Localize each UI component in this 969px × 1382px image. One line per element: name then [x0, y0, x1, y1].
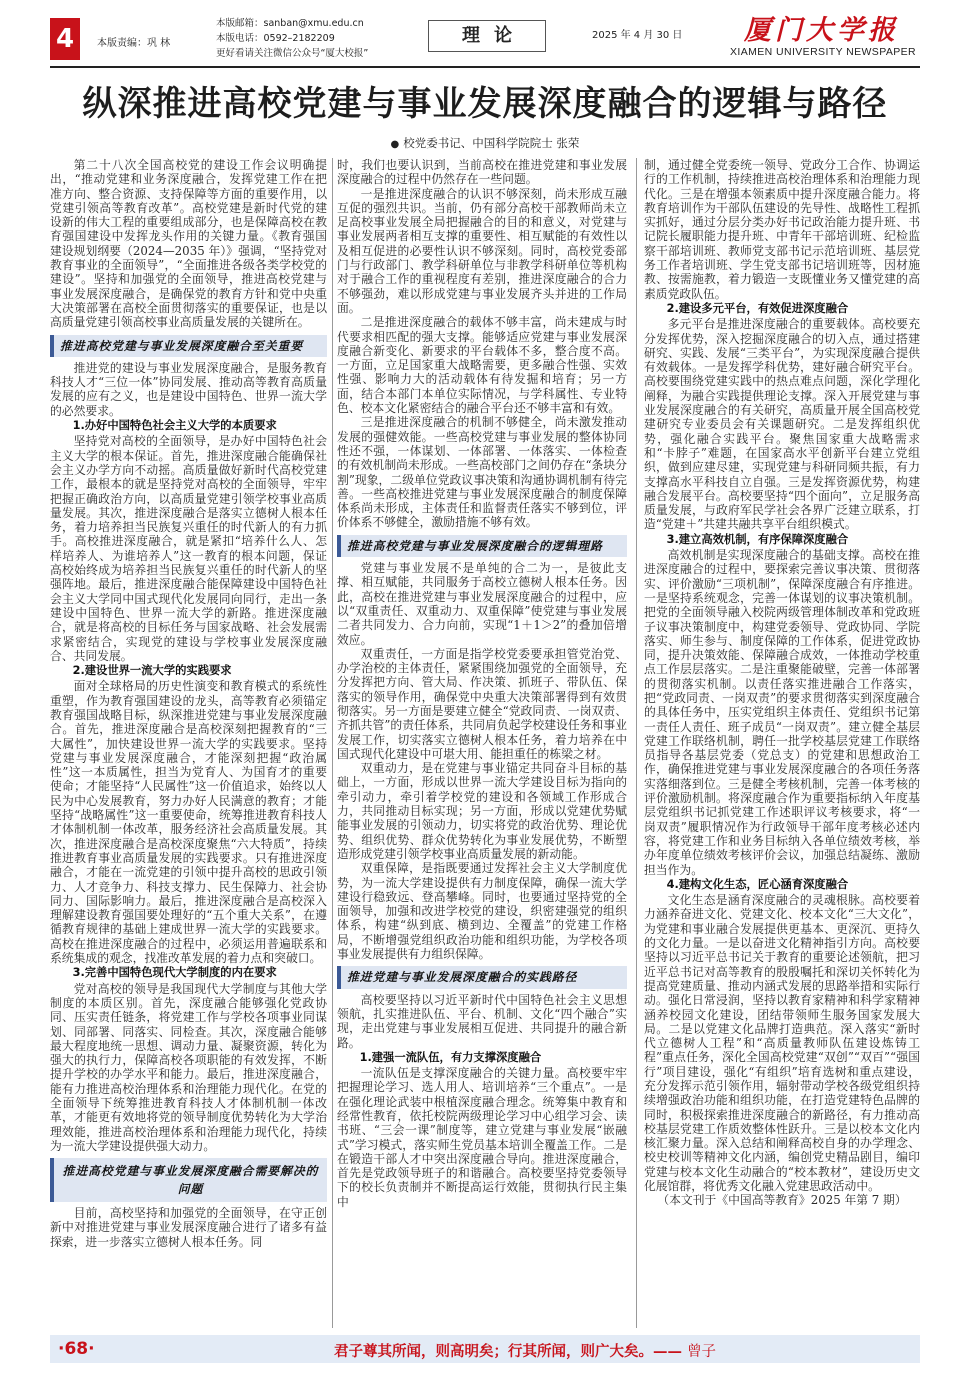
subheading: 3.完善中国特色现代大学制度的内在要求: [72, 966, 277, 980]
footer-page-number: ·68·: [58, 1339, 95, 1359]
motto-text: 君子尊其所闻，则高明矣；行其所闻，则广大矣。——: [334, 1343, 682, 1360]
column-divider: [636, 158, 637, 1328]
paragraph: 三是推进深度融合的机制不够健全，尚未激发推动发展的强健效能。一些高校党建与事业发展的整体协同性还不强，一体谋划、一体部署、一体落实、一体检查的有效机制尚未形成。一些高校部门之间仍存在“条块分割”现象，二级单位党政议事决策和沟通协调机制有待完善。一些高校推进党建与事业发展深度融合的制度保障体系尚未形成，主体责任和监督责任落实不够到位，评价体系不够健全，激励措施不够有效。: [337, 415, 627, 530]
subheading: 1.办好中国特色社会主义大学的本质要求: [72, 419, 277, 433]
paragraph: 双重动力，是在党建与事业锚定共同奋斗目标的基础上，一方面，形成以世界一流大学建设目标为指向的牵引动力，牵引着学校党的建设和各领域工作形成合力，共同推动目标实现；另一方面，形成以党建优势赋能事业发展的引领动力，切实将党的政治优势、理论优势、组织优势、群众优势转化为事业发展优势，不断塑造形成党建引领学校事业高质量发展的新动能。: [337, 761, 627, 861]
paragraph: 党对高校的领导是我国现代大学制度与其他大学制度的本质区别。首先，深度融合能够强化党政协同、压实责任链条，将党建工作与学校各项事业同谋划、同部署、同落实、同检查。其次，深度融合能够最大程度地统一思想、调动力量、凝聚资源，转化为强大的执行力，保障高校各项职能的有效发挥，不断提升学校的办学水平和能力。最后，推进深度融合，能有力推进高校治理体系和治理能力现代化。在党的全面领导下统筹推进教育科技人才体制机制一体改革，才能更有效地将党的领导制度优势转化为大学治理效能，推进高校治理体系和治理能力现代化，持续为一流大学建设提供强大动力。: [50, 981, 327, 1153]
section-heading: 推进高校党建与事业发展深度融合至关重要: [50, 335, 327, 357]
subheading: 2.建设世界一流大学的实践要求: [72, 664, 232, 678]
masthead-rule: [50, 66, 920, 68]
article-title: 纵深推进高校党建与事业发展深度融合的逻辑与路径: [82, 84, 888, 124]
column-divider: [332, 158, 333, 1328]
motto-author: 曾子: [687, 1344, 717, 1360]
footer-bar: [50, 1335, 920, 1363]
section-heading: 推进高校党建与事业发展深度融合需要解决的问题: [50, 1158, 327, 1202]
contact-wechat: 更好看请关注微信公众号“厦大校报”: [216, 48, 369, 59]
paragraph: 时，我们也要认识到，当前高校在推进党建和事业发展深度融合的过程中仍然存在一些问题。: [337, 158, 627, 187]
article-column-1: [50, 158, 327, 1326]
paragraph: 双重保障，是指既要通过发挥社会主义大学制度优势，为一流大学建设提供有力制度保障，确保一流大学建设行稳致远、登高攀峰。同时，也要通过坚持党的全面领导，加强和改进学校党的建设，织密建强党的组织体系，构建“纵到底、横到边、全覆盖”的党建工作格局，不断增强党组织政治功能和组织功能，为学校各项事业发展提供有力组织保障。: [337, 861, 627, 962]
masthead: [0, 0, 969, 68]
paragraph: 推进党的建设与事业发展深度融合，是服务教育科技人才“三位一体”协同发展、推动高等教育高质量发展的应有之义，也是建设中国特色、世界一流大学的必然要求。: [50, 360, 327, 418]
subheading: 1.建强一流队伍，有力支撑深度融合: [359, 1050, 542, 1064]
paragraph: 面对全球格局的历史性演变和教育模式的系统性重塑，作为教育强国建设的龙头，高等教育必须锚定教育强国战略目标，纵深推进党建与事业发展深度融合。首先，推进深度融合是高校深刻把握教育的“三大属性”，加快建设世界一流大学的实践要求。坚持党建与事业发展深度融合，才能深刻把握“政治属性”这一本质属性，担当为党育人、为国育才的重要使命；才能坚持“人民属性”这一价值追求，始终以人民为中心发展教育，努力办好人民满意的教育；才能坚持“战略属性”这一重要使命，统筹推进教育科技人才体制机制一体改革，服务经济社会高质量发展。其次，推进深度融合是高校深度聚焦“六大特质”，持续推进教育事业高质量发展的实践要求。只有推进深度融合，才能在一流党建的引领中提升高校的思政引领力、人才竞争力、科技支撑力、民生保障力、社会协同力、国际影响力。最后，推进深度融合是高校深入理解建设教育强国要处理好的“五个重大关系”，在遵循教育规律的基础上建成世界一流大学的实践要求。高校在推进深度融合的过程中，必须运用普遍联系和系统集成的观念，找准改革发展的着力点和突破口。: [50, 679, 327, 966]
paragraph: 文化生态是涵育深度融合的灵魂根脉。高校要着力涵养奋进文化、党建文化、校本文化“三大文化”，为党建和事业融合发展提供更基本、更深沉、更持久的文化力量。一是以奋进文化精神指引方向。高校要坚持以习近平总书记关于教育的重要论述领航，把习近平总书记对高等教育的殷殷嘱托和深切关怀转化为提高党建质量、推动内涵式发展的思路举措和实际行动。强化日常浸润，坚持以教育家精神和科学家精神涵养校园文化建设，团结带领师生服务国家发展大局。二是以党建文化品牌打造典范。深入落实“新时代立德树人工程”和“高质量教师队伍建设炼铸工程”重点任务，深化全国高校党建“双创”“双百”“强国行”项目建设，强化“有组织”培育选树和重点建设，充分发挥示范引领作用，辐射带动学校各级党组织持续增强政治功能和组织功能，在打造党建特色品牌的同时，积极探索推进深度融合的新路径，有力推动高校基层党建工作质效整体性跃升。三是以校本文化内核汇聚力量。深入总结和阐释高校自身的办学理念、校史校训等精神文化内涵，编创党史精品剧目，编印党建与校本文化生动融合的“校本教材”，建设历史文化展馆群，将优秀文化融入党建思政活动中。: [644, 893, 920, 1194]
subheading: 3.建立高效机制，有序保障深度融合: [666, 532, 849, 546]
section-heading: 推进党建与事业发展深度融合的实践路径: [337, 966, 627, 988]
paragraph: 第二十八次全国高校党的建设工作会议明确提出，“推动党建和业务深度融合，发挥党建工作在把准方向、整合资源、支持保障等方面的重要作用，以党建引领高等教育改革”。高校党建是新时代党的建设新的伟大工程的重要组成部分，也是保障高校在教育强国建设中发挥龙头作用的关键力量。《教育强国建设规划纲要（2024—2035 年）》强调，“坚持党对教育事业的全面领导”，“全面推进各级各类学校党的建设”。坚持和加强党的全面领导，推进高校党建与事业发展深度融合，是确保党的教育方针和党中央重大决策部署在高校全面贯彻落实的重要保证，也是以高质量党建引领高校事业高质量发展的关键所在。: [50, 158, 327, 330]
newspaper-logo-english: XIAMEN UNIVERSITY NEWSPAPER: [730, 46, 917, 58]
paragraph: 多元平台是推进深度融合的重要载体。高校要充分发挥优势，深入挖掘深度融合的切入点，通过搭建研究、实践、发展“三类平台”，为实现深度融合提供有效载体。一是发挥学科优势，建好融合研究平台。高校要围绕党建实践中的热点难点问题，深化学理化阐释，为融合实践提供理论支撑。深入开展党建与事业发展深度融合的有关研究，高质量开展全国高校党建研究专业委员会有关课题研究。二是发挥组织优势，强化融合实践平台。聚焦国家重大战略需求和“卡脖子”难题，在国家高水平创新平台建立党组织，做到应建尽建，实现党建与科研同频共振，有力支撑高水平科技自立自强。三是发挥资源优势，构建融合发展平台。高校要坚持“四个面向”，立足服务高质量发展，与政府军民学社会各界广泛建立联系，打造“党建＋”共建共融共享平台组织模式。: [644, 317, 920, 532]
bullet-icon: ●: [390, 139, 400, 150]
article-column-3: [644, 158, 920, 1326]
contact-email: 本版邮箱：sanban@xmu.edu.cn: [216, 18, 364, 29]
subheading: 2.建设多元平台，有效促进深度融合: [666, 301, 849, 315]
page-number-badge: 4: [50, 18, 80, 60]
editor-credit: 本版责编：巩 林: [97, 38, 171, 49]
paragraph: 坚持党对高校的全面领导，是办好中国特色社会主义大学的根本保证。首先，推进深度融合能确保社会主义办学方向不动摇。高质量做好新时代高校党建工作，最根本的就是坚持党对高校的全面领导，牢牢把握正确政治方向，以高质量党建引领学校事业高质量发展。其次，推进深度融合是落实立德树人根本任务，着力培养担当民族复兴重任的时代新人的有力抓手。高校推进深度融合，就是紧扣“培养什么人、怎样培养人、为谁培养人”这一教育的根本问题，保证高校始终成为培养担当民族复兴重任的时代新人的坚强阵地。最后，推进深度融合能保障建设中国特色社会主义大学同中国式现代化发展同向同行，走出一条建设中国特色、世界一流大学的新路。推进深度融合，就是将高校的目标任务与国家战略、社会发展需求紧密结合，实现党的建设与学校事业发展深度融合、共同发展。: [50, 434, 327, 663]
paragraph: 高效机制是实现深度融合的基础支撑。高校在推进深度融合的过程中，要探索完善议事决策、贯彻落实、评价激励“三项机制”，保障深度融合有序推进。一是坚持系统观念，完善一体谋划的议事决策机制。把党的全面领导融入校院两级管理体制改革和党政班子议事决策制度中，构建党委领导、党政协同、学院落实、师生参与、制度保障的工作体系，促进党政协同，提升决策效能、保障融合成效，一体推动学校重点工作层层落实。二是注重聚能破壁，完善一体部署的贯彻落实机制。以责任落实推进融合工作落实，把“党政同责、一岗双责”的要求贯彻落实到深度融合的具体任务中，压实党组织主体责任、党组织书记第一责任人责任、班子成员“一岗双责”。建立健全基层党建工作联络机制，聘任一批学校基层党建工作联络员指导各基层党委（党总支）的党建和思想政治工作，确保推进党建与事业发展深度融合的各项任务落实落细落到位。三是健全考核机制，完善一体考核的评价激励机制。将深度融合作为重要指标纳入年度基层党组织书记抓党建工作述职评议考核要求，将“一岗双责”履职情况作为行政领导干部年度考核必述内容，将党建工作和业务目标纳入各单位绩效考核，举办年度单位绩效考核评价会议，加强总结凝练、激励担当作为。: [644, 548, 920, 877]
contact-phone: 本版电话：0592–2182209: [216, 33, 335, 44]
paragraph: 目前，高校坚持和加强党的全面领导，在守正创新中对推进党建与事业发展深度融合进行了诸多有益探索，进一步落实立德树人根本任务。同: [50, 1206, 327, 1249]
newspaper-logo: 厦门大学报: [744, 15, 899, 46]
article-column-2: [337, 158, 627, 1326]
paragraph: 一流队伍是支撑深度融合的关键力量。高校要牢牢把握理论学习、选人用人、培训培养“三个重点”。一是在强化理论武装中根植深度融合理念。统筹集中教育和经常性教育，依托校院两级理论学习中心组学习会、读书班、“三会一课”制度等，建立党建与事业发展“嵌融式”学习模式，落实师生党员基本培训全覆盖工作。二是在锻造干部人才中突出深度融合导向。推进深度融合，首先是党政领导班子的和谐融合。高校要坚持党委领导下的校长负责制并不断提高运行效能，贯彻执行民主集中: [337, 1066, 627, 1209]
subheading: 4.建构文化生态，匠心涵育深度融合: [666, 877, 849, 891]
footer-motto: [334, 1340, 716, 1361]
paragraph: 双重责任，一方面是指学校党委要承担管党治党、办学治校的主体责任，紧紧围绕加强党的全面领导，充分发挥把方向、管大局、作决策、抓班子、带队伍、保落实的领导作用，确保党中央重大决策部署得到有效贯彻落实。另一方面是要建立健全“党政同责、一岗双责、齐抓共管”的责任体系，共同肩负起学校建设任务和事业发展工作，切实落实立德树人根本任务，着力培养在中国式现代化建设中可堪大用、能担重任的栋梁之材。: [337, 646, 627, 761]
byline-text: 校党委书记、中国科学院院士 张荣: [403, 136, 580, 150]
paragraph: 高校要坚持以习近平新时代中国特色社会主义思想领航，扎实推进队伍、平台、机制、文化“四个融合”实现，走出党建与事业发展相互促进、共同提升的融合新路。: [337, 992, 627, 1050]
contact-info: [216, 16, 368, 61]
paragraph: 党建与事业发展不是单纯的合二为一，是彼此支撑、相互赋能，共同服务于高校立德树人根本任务。因此，高校在推进党建与事业发展深度融合的过程中，应以“双重责任、双重动力、双重保障”使党建与事业发展二者共同发力、合力向前，实现“1＋1＞2”的叠加倍增效应。: [337, 561, 627, 647]
source-note: （本文刊于《中国高等教育》2025 年第 7 期）: [657, 1193, 907, 1208]
paragraph: 二是推进深度融合的载体不够丰富，尚未建成与时代要求相匹配的强大支撑。能够适应党建与事业发展深度融合新变化、新要求的平台载体不多，整合度不高。一方面，立足国家重大战略需要，更多融合性强、实效性强、影响力大的活动载体有待发掘和培育；另一方面，结合本部门本单位实际情况，与学科属性、专业特色、校本文化紧密结合的融合平台还不够丰富和有效。: [337, 315, 627, 416]
byline: [50, 135, 920, 151]
paragraph: 制，通过健全党委统一领导、党政分工合作、协调运行的工作机制，持续推进高校治理体系和治理能力现代化。三是在增强本领素质中提升深度融合能力。将教育培训作为干部队伍建设的先导性、战略性工程抓实抓好，通过分层分类办好书记政治能力提升班、书记院长履职能力提升班、中青年干部培训班、纪检监察干部培训班、教师党支部书记示范培训班、基层党务工作者培训班、学生党支部书记培训班等，因材施教、按需施教，着力锻造一支既懂业务又懂党建的高素质党政队伍。: [644, 158, 920, 301]
publication-date: 2025 年 4 月 30 日: [592, 30, 683, 41]
section-label: 理论: [428, 20, 546, 52]
section-heading: 推进高校党建与事业发展深度融合的逻辑理路: [337, 535, 627, 557]
paragraph: 一是推进深度融合的认识不够深刻，尚未形成互融互促的强烈共识。当前，仍有部分高校干部教师尚未立足高校事业发展全局把握融合的目的和意义，对党建与事业发展两者相互支撑的重要性、相互赋能的有效性以及相互促进的必要性认识不够深刻。同时，高校党委部门与行政部门、教学科研单位与非教学科研单位等机构对于融合工作的重视程度有差别，推进深度融合的合力不够强劲，难以形成党建与事业发展齐头并进的工作局面。: [337, 186, 627, 315]
